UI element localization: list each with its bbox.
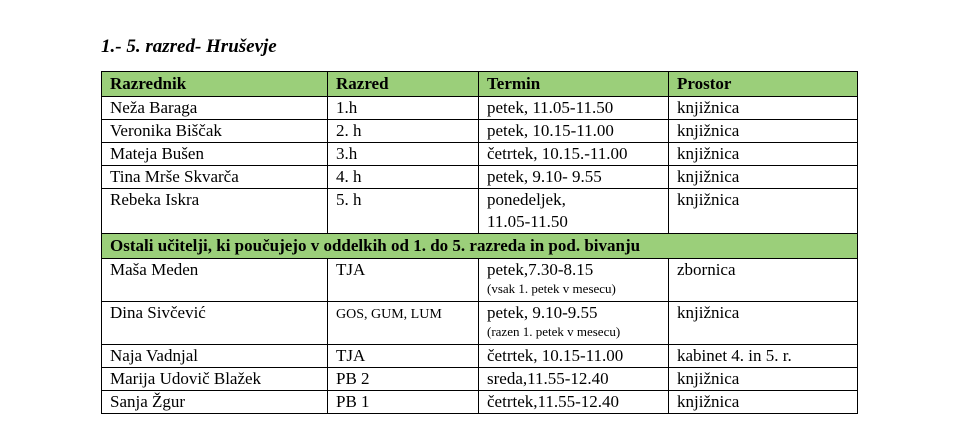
room-cell: knjižnica (669, 120, 858, 143)
room-cell: knjižnica (669, 391, 858, 414)
class-cell: TJA (328, 345, 479, 368)
term-note: (vsak 1. petek v mesecu) (487, 281, 616, 296)
table-row (102, 391, 858, 414)
teacher-cell: Dina Sivčević (102, 302, 328, 345)
header-razrednik: Razrednik (102, 72, 328, 97)
teacher-cell: Rebeka Iskra (102, 189, 328, 234)
teacher-cell: Marija Udovič Blažek (102, 368, 328, 391)
room-cell: knjižnica (669, 166, 858, 189)
table-row (102, 302, 858, 345)
class-cell: 5. h (328, 189, 479, 234)
term-line: ponedeljek, (487, 190, 566, 209)
term-cell (479, 302, 669, 345)
schedule-table (101, 71, 858, 414)
table-row (102, 166, 858, 189)
teacher-cell: Naja Vadnjal (102, 345, 328, 368)
room-cell: knjižnica (669, 189, 858, 234)
table-row (102, 120, 858, 143)
term-cell: četrtek, 10.15.-11.00 (479, 143, 669, 166)
room-cell: knjižnica (669, 302, 858, 345)
term-cell: četrtek, 10.15-11.00 (479, 345, 669, 368)
section-title: Ostali učitelji, ki poučujejo v oddelkih od 1. do 5. razreda in pod. bivanju (102, 234, 858, 259)
page-title: 1.- 5. razred- Hruševje (101, 36, 277, 57)
class-cell: 1.h (328, 97, 479, 120)
section-header-row (102, 234, 858, 259)
table-row (102, 259, 858, 302)
term-line: petek, 9.10-9.55 (487, 303, 598, 322)
term-cell: petek, 11.05-11.50 (479, 97, 669, 120)
term-cell (479, 259, 669, 302)
class-cell (328, 302, 479, 345)
class-cell: 4. h (328, 166, 479, 189)
class-cell: 3.h (328, 143, 479, 166)
table-row (102, 368, 858, 391)
teacher-cell: Neža Baraga (102, 97, 328, 120)
class-cell: PB 2 (328, 368, 479, 391)
teacher-cell: Tina Mrše Skvarča (102, 166, 328, 189)
teacher-cell: Mateja Bušen (102, 143, 328, 166)
teacher-cell: Veronika Biščak (102, 120, 328, 143)
room-cell: knjižnica (669, 143, 858, 166)
class-value: GOS, GUM, LUM (336, 307, 442, 322)
room-cell: kabinet 4. in 5. r. (669, 345, 858, 368)
term-cell: petek, 10.15-11.00 (479, 120, 669, 143)
teacher-cell: Sanja Žgur (102, 391, 328, 414)
header-prostor: Prostor (669, 72, 858, 97)
term-line: 11.05-11.50 (487, 212, 568, 231)
room-cell: knjižnica (669, 97, 858, 120)
term-line: petek,7.30-8.15 (487, 260, 594, 279)
term-note: (razen 1. petek v mesecu) (487, 324, 621, 339)
table-row (102, 143, 858, 166)
term-cell: četrtek,11.55-12.40 (479, 391, 669, 414)
table-row (102, 97, 858, 120)
term-cell (479, 189, 669, 234)
term-cell: petek, 9.10- 9.55 (479, 166, 669, 189)
room-cell: knjižnica (669, 368, 858, 391)
header-termin: Termin (479, 72, 669, 97)
teacher-cell: Maša Meden (102, 259, 328, 302)
room-cell: zbornica (669, 259, 858, 302)
table-header-row (102, 72, 858, 97)
table-row (102, 189, 858, 234)
header-razred: Razred (328, 72, 479, 97)
class-cell: 2. h (328, 120, 479, 143)
term-cell: sreda,11.55-12.40 (479, 368, 669, 391)
table-row (102, 345, 858, 368)
class-cell: TJA (328, 259, 479, 302)
class-cell: PB 1 (328, 391, 479, 414)
